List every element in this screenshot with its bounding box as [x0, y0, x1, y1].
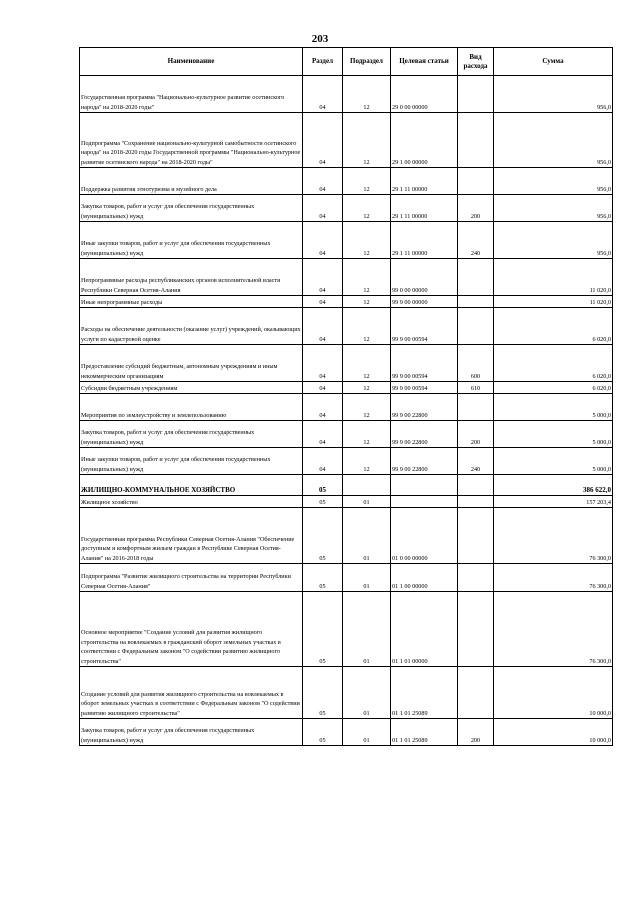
- row-subsection: 12: [343, 382, 391, 394]
- row-subsection: 12: [343, 195, 391, 222]
- row-sum: 956,0: [494, 168, 613, 195]
- row-subsection: 12: [343, 168, 391, 195]
- row-section: 04: [303, 259, 343, 296]
- row-target: 99 9 00 22800: [391, 448, 458, 475]
- header-target: Целевая статьи: [391, 48, 458, 76]
- row-section: 04: [303, 448, 343, 475]
- row-expense-type: [458, 508, 494, 564]
- row-expense-type: [458, 394, 494, 421]
- row-section: 04: [303, 296, 343, 308]
- row-section: 04: [303, 222, 343, 259]
- table-row: [80, 448, 613, 475]
- table-row: [80, 496, 613, 508]
- header-name: Наименование: [80, 48, 303, 76]
- row-sum: 5 000,0: [494, 448, 613, 475]
- row-name: Субсидии бюджетным учреждениям: [80, 382, 303, 394]
- row-expense-type: [458, 475, 494, 496]
- row-sum: 76 300,0: [494, 508, 613, 564]
- row-expense-type: [458, 564, 494, 592]
- row-sum: 386 622,0: [494, 475, 613, 496]
- row-name: Закупка товаров, работ и услуг для обеспечения государственных (муниципальных) нужд: [80, 719, 303, 746]
- row-sum: 5 000,0: [494, 421, 613, 448]
- row-name: Расходы на обеспечение деятельности (оказание услуг) учреждений, оказывающих услуги по кадастровой оценке: [80, 308, 303, 345]
- row-expense-type: 200: [458, 421, 494, 448]
- table-row: [80, 113, 613, 168]
- row-subsection: 12: [343, 222, 391, 259]
- header-sum: Сумма: [494, 48, 613, 76]
- row-subsection: 12: [343, 394, 391, 421]
- table-row: [80, 168, 613, 195]
- table-row: [80, 508, 613, 564]
- row-name: Иные закупки товаров, работ и услуг для обеспечения государственных (муниципальных) нужд: [80, 448, 303, 475]
- header-section: Раздел: [303, 48, 343, 76]
- row-name: Предоставление субсидий бюджетным, автономным учреждениям и иным некоммерческим организациям: [80, 345, 303, 382]
- row-section: 05: [303, 496, 343, 508]
- row-target: 99 0 00 00000: [391, 259, 458, 296]
- table-row: [80, 475, 613, 496]
- row-section: 04: [303, 421, 343, 448]
- row-subsection: 01: [343, 496, 391, 508]
- row-target: 01 1 01 25089: [391, 667, 458, 719]
- row-target: 99 9 00 22800: [391, 394, 458, 421]
- row-section: 04: [303, 168, 343, 195]
- row-subsection: 01: [343, 564, 391, 592]
- row-subsection: 01: [343, 667, 391, 719]
- row-expense-type: 200: [458, 719, 494, 746]
- row-expense-type: [458, 113, 494, 168]
- row-sum: 11 020,0: [494, 296, 613, 308]
- row-sum: 157 203,4: [494, 496, 613, 508]
- row-target: 99 9 00 22800: [391, 421, 458, 448]
- row-sum: 11 020,0: [494, 259, 613, 296]
- row-section: 05: [303, 592, 343, 667]
- row-target: 29 0 00 00000: [391, 76, 458, 113]
- table-row: [80, 592, 613, 667]
- row-section: 04: [303, 308, 343, 345]
- row-section: 05: [303, 719, 343, 746]
- row-sum: 956,0: [494, 195, 613, 222]
- row-expense-type: 240: [458, 222, 494, 259]
- row-subsection: 01: [343, 508, 391, 564]
- row-expense-type: [458, 592, 494, 667]
- table-row: [80, 421, 613, 448]
- row-name: Закупка товаров, работ и услуг для обеспечения государственных (муниципальных) нужд: [80, 195, 303, 222]
- row-name: Подпрограмма "Сохранение национально-культурной самобытности осетинского народа" на 2018-2020 годы Государственной программы "Национально-культурное развитие осетинского народа" на 2018-2020 годы": [80, 113, 303, 168]
- row-subsection: 12: [343, 345, 391, 382]
- row-name: Непрограммные расходы республиканских органов исполнительной власти Республики Северная Осетия-Алания: [80, 259, 303, 296]
- row-section: 04: [303, 345, 343, 382]
- row-target: 01 1 01 25089: [391, 719, 458, 746]
- table-row: [80, 296, 613, 308]
- row-expense-type: 240: [458, 448, 494, 475]
- row-expense-type: [458, 496, 494, 508]
- row-subsection: 12: [343, 76, 391, 113]
- row-expense-type: 600: [458, 345, 494, 382]
- table-row: [80, 308, 613, 345]
- row-name: Иные непрограммные расходы: [80, 296, 303, 308]
- row-subsection: 12: [343, 296, 391, 308]
- row-section: 04: [303, 76, 343, 113]
- row-target: 99 9 00 00594: [391, 345, 458, 382]
- row-sum: 956,0: [494, 222, 613, 259]
- row-target: 01 1 01 00000: [391, 592, 458, 667]
- table-row: [80, 259, 613, 296]
- row-subsection: 01: [343, 719, 391, 746]
- row-name: Мероприятия по землеустройству и землепользованию: [80, 394, 303, 421]
- table-row: [80, 345, 613, 382]
- row-subsection: 01: [343, 592, 391, 667]
- row-sum: 6 020,0: [494, 308, 613, 345]
- table-row: [80, 382, 613, 394]
- row-sum: 76 300,0: [494, 592, 613, 667]
- row-expense-type: [458, 168, 494, 195]
- row-name: Жилищное хозяйство: [80, 496, 303, 508]
- row-section: 04: [303, 195, 343, 222]
- row-sum: 956,0: [494, 76, 613, 113]
- row-target: [391, 496, 458, 508]
- row-expense-type: 200: [458, 195, 494, 222]
- row-subsection: 12: [343, 308, 391, 345]
- table-row: [80, 719, 613, 746]
- header-subsection: Подраздел: [343, 48, 391, 76]
- row-expense-type: 610: [458, 382, 494, 394]
- table-row: [80, 222, 613, 259]
- page-number: 203: [311, 33, 329, 45]
- row-section: 04: [303, 113, 343, 168]
- table-row: [80, 667, 613, 719]
- row-target: 29 1 11 00000: [391, 168, 458, 195]
- row-target: 99 9 00 00000: [391, 296, 458, 308]
- table-row: [80, 76, 613, 113]
- row-sum: 76 300,0: [494, 564, 613, 592]
- row-target: 99 9 00 00594: [391, 382, 458, 394]
- row-section: 05: [303, 508, 343, 564]
- row-expense-type: [458, 667, 494, 719]
- row-section: 05: [303, 667, 343, 719]
- row-expense-type: [458, 308, 494, 345]
- row-name: ЖИЛИЩНО-КОММУНАЛЬНОЕ ХОЗЯЙСТВО: [80, 475, 303, 496]
- row-target: 29 1 00 00000: [391, 113, 458, 168]
- table-row: [80, 564, 613, 592]
- row-name: Иные закупки товаров, работ и услуг для обеспечения государственных (муниципальных) нужд: [80, 222, 303, 259]
- row-expense-type: [458, 259, 494, 296]
- row-name: Поддержка развития этнотуризма и музейного дела: [80, 168, 303, 195]
- row-section: 05: [303, 475, 343, 496]
- row-section: 04: [303, 394, 343, 421]
- row-subsection: 12: [343, 113, 391, 168]
- row-name: Создание условий для развития жилищного строительства на вовлекаемых в оборот земельных участках в соответствии с Федеральным законом "О содействии развитию жилищного строительства": [80, 667, 303, 719]
- row-sum: 10 000,0: [494, 667, 613, 719]
- table-row: [80, 195, 613, 222]
- row-subsection: [343, 475, 391, 496]
- row-sum: 956,0: [494, 113, 613, 168]
- row-target: [391, 475, 458, 496]
- row-section: 04: [303, 382, 343, 394]
- row-subsection: 12: [343, 259, 391, 296]
- row-name: Основное мероприятие "Создание условий для развития жилищного строительства на вовлекаемых в гражданский оборот земельных участках в соответствии с Федеральным законом "О содействии развитию жилищного строительства": [80, 592, 303, 667]
- row-target: 01 0 00 00000: [391, 508, 458, 564]
- row-expense-type: [458, 296, 494, 308]
- row-sum: 10 000,0: [494, 719, 613, 746]
- row-name: Подпрограмма "Развитие жилищного строительства на территории Республики Северная Осетия-Алания": [80, 564, 303, 592]
- row-name: Государственная программа Республики Северная Осетия-Алания "Обеспечение доступным и комфортным жильем граждан в Республике Северная Осетия-Алания" на 2016-2018 годы: [80, 508, 303, 564]
- row-name: Закупка товаров, работ и услуг для обеспечения государственных (муниципальных) нужд: [80, 421, 303, 448]
- header-expense-type: Вид расхода: [458, 48, 494, 76]
- row-sum: 6 020,0: [494, 345, 613, 382]
- row-sum: 6 020,0: [494, 382, 613, 394]
- row-subsection: 12: [343, 421, 391, 448]
- budget-table: [79, 47, 613, 746]
- row-target: 01 1 00 00000: [391, 564, 458, 592]
- row-target: 29 1 11 00000: [391, 222, 458, 259]
- row-target: 99 9 00 00594: [391, 308, 458, 345]
- row-target: 29 1 11 00000: [391, 195, 458, 222]
- table-row: [80, 394, 613, 421]
- row-subsection: 12: [343, 448, 391, 475]
- table-header-row: [80, 48, 613, 76]
- row-name: Государственная программа "Национально-культурное развитие осетинского народа" на 2018-2020 годы": [80, 76, 303, 113]
- row-section: 05: [303, 564, 343, 592]
- row-expense-type: [458, 76, 494, 113]
- row-sum: 5 000,0: [494, 394, 613, 421]
